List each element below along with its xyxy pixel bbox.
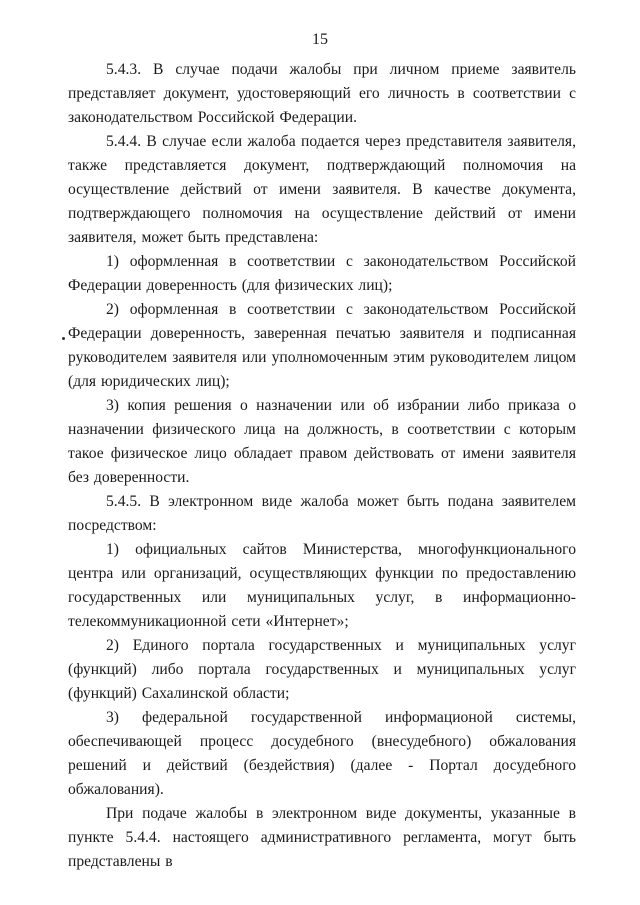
- list-item-1-official-sites: 1) официальных сайтов Министерства, многофункционального центра или организаций, осуществляющих функции по предоставлению государственных или муниципальных услуг, в информационно-телекоммуникационной сети «Интернет»;: [68, 541, 576, 630]
- paragraph-5-4-4: 5.4.4. В случае если жалоба подается через представителя заявителя, также представляется документ, подтверждающий полномочия на осуществление действий от имени заявителя. В качестве документа, подтверждающего полномочия на осуществление действий от имени заявителя, может быть представлена:: [68, 133, 576, 246]
- list-item-2-unified-portal: 2) Единого портала государственных и муниципальных услуг (функций) либо портала государственных и муниципальных услуг (функций) Сахалинской области;: [68, 637, 576, 702]
- page-number: 15: [312, 31, 328, 48]
- paragraph-5-4-5: 5.4.5. В электронном виде жалоба может быть подана заявителем посредством:: [68, 493, 576, 534]
- list-item-3-federal-system: 3) федеральной государственной информационой системы, обеспечивающей процесс досудебного (внесудебного) обжалования решений и действий (бездействия) (далее - Портал досудебного обжалования).: [68, 709, 576, 798]
- list-item-3-appointment-copy: 3) копия решения о назначении или об избрании либо приказа о назначении физического лица на должность, в соответствии с которым такое физическое лицо обладает правом действовать от имени заявителя без доверенности.: [68, 397, 576, 486]
- scan-mark: [62, 337, 65, 340]
- list-item-1-individuals: 1) оформленная в соответствии с законодательством Российской Федерации доверенность (для физических лиц);: [68, 253, 576, 294]
- list-item-2-legal-entities: 2) оформленная в соответствии с законодательством Российской Федерации доверенность, заверенная печатью заявителя и подписанная руководителем заявителя или уполномоченным этим руководителем лицом (для юридических лиц);: [68, 301, 576, 390]
- document-body: [68, 58, 576, 874]
- paragraph-electronic-submission: При подаче жалобы в электронном виде документы, указанные в пункте 5.4.4. настоящего административного регламента, могут быть представлены в: [68, 805, 576, 870]
- paragraph-5-4-3: 5.4.3. В случае подачи жалобы при личном приеме заявитель представляет документ, удостоверяющий его личность в соответствии с законодательством Российской Федерации.: [68, 61, 576, 126]
